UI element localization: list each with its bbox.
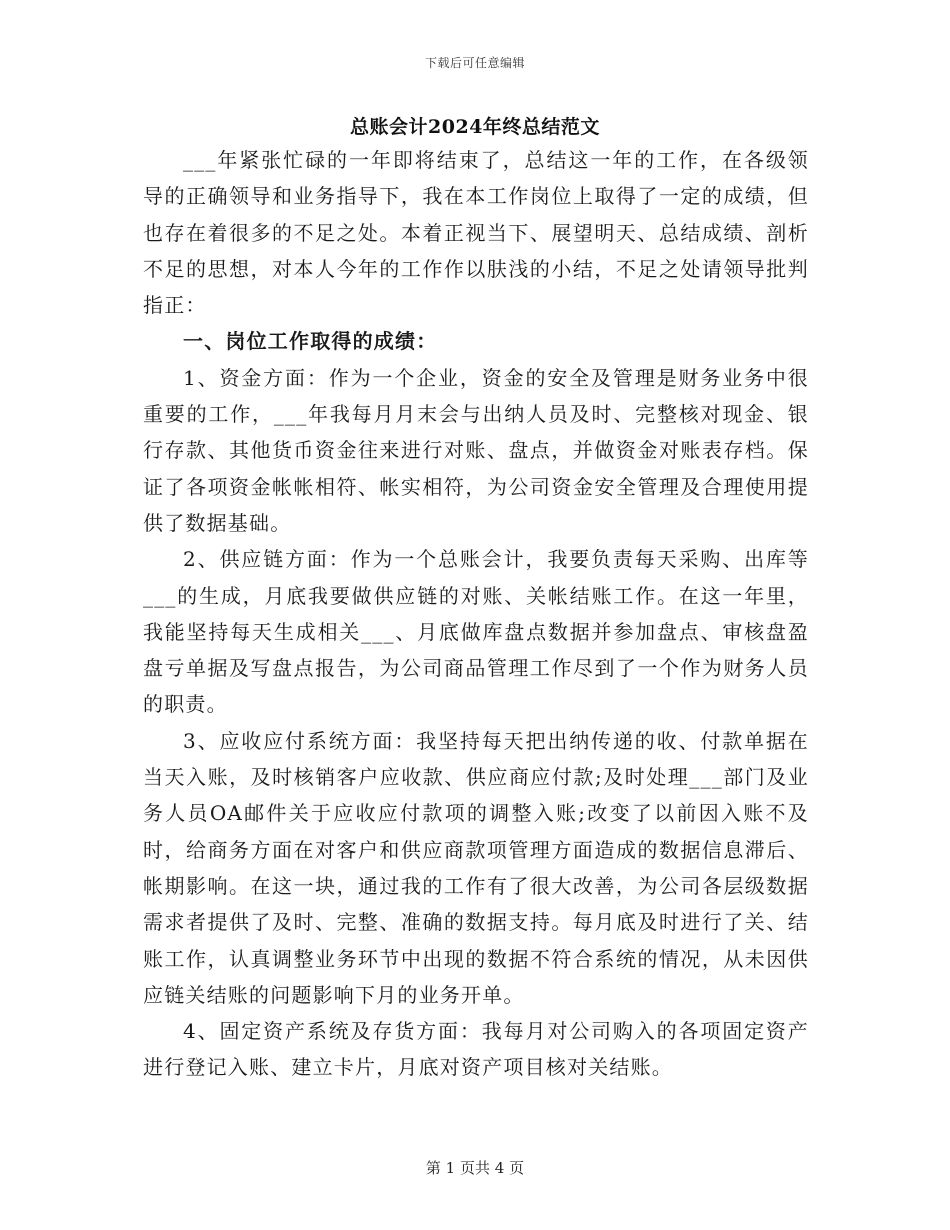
intro-paragraph: ___年紧张忙碌的一年即将结束了，总结这一年的工作，在各级领导的正确领导和业务指导下，我在本工作岗位上取得了一定的成绩，但也存在着很多的不足之处。本着正视当下、展望明天、总结成绩、剖析不足的思想，对本人今年的工作作以肤浅的小结，不足之处请领导批判指正： — [143, 148, 809, 318]
document-body — [143, 142, 809, 1086]
paragraph-fixed-assets: 4、固定资产系统及存货方面：我每月对公司购入的各项固定资产进行登记入账、建立卡片，月底对资产项目核对关结账。 — [143, 1019, 809, 1080]
section-heading: 一、岗位工作取得的成绩： — [183, 329, 438, 354]
paragraph-receivables-payables: 3、应收应付系统方面：我坚持每天把出纳传递的收、付款单据在当天入账，及时核销客户应收款、供应商应付款;及时处理___部门及业务人员OA邮件关于应收应付款项的调整入账;改变了以前因入账不及时，给商务方面在对客户和供应商款项管理方面造成的数据信息滞后、帐期影响。在这一块，通过我的工作有了很大改善，为公司各层级数据需求者提供了及时、完整、准确的数据支持。每月底及时进行了关、结账工作，认真调整业务环节中出现的数据不符合系统的情况，从未因供应链关结账的问题影响下月的业务开单。 — [143, 728, 809, 1007]
header-note: 下载后可任意编辑 — [424, 56, 525, 70]
page-number: 第 1 页共 4 页 — [425, 1159, 525, 1177]
document-title: 总账会计2024年终总结范文 — [350, 116, 600, 138]
paragraph-funds: 1、资金方面：作为一个企业，资金的安全及管理是财务业务中很重要的工作，___年我每月月末会与出纳人员及时、完整核对现金、银行存款、其他货币资金往来进行对账、盘点，并做资金对账表存档。保证了各项资金帐帐相符、帐实相符，为公司资金安全管理及合理使用提供了数据基础。 — [143, 365, 809, 535]
paragraph-supply-chain: 2、供应链方面：作为一个总账会计，我要负责每天采购、出库等___的生成，月底我要做供应链的对账、关帐结账工作。在这一年里，我能坚持每天生成相关___、月底做库盘点数据并参加盘点、审核盘盈盘亏单据及写盘点报告，为公司商品管理工作尽到了一个作为财务人员的职责。 — [143, 547, 809, 717]
